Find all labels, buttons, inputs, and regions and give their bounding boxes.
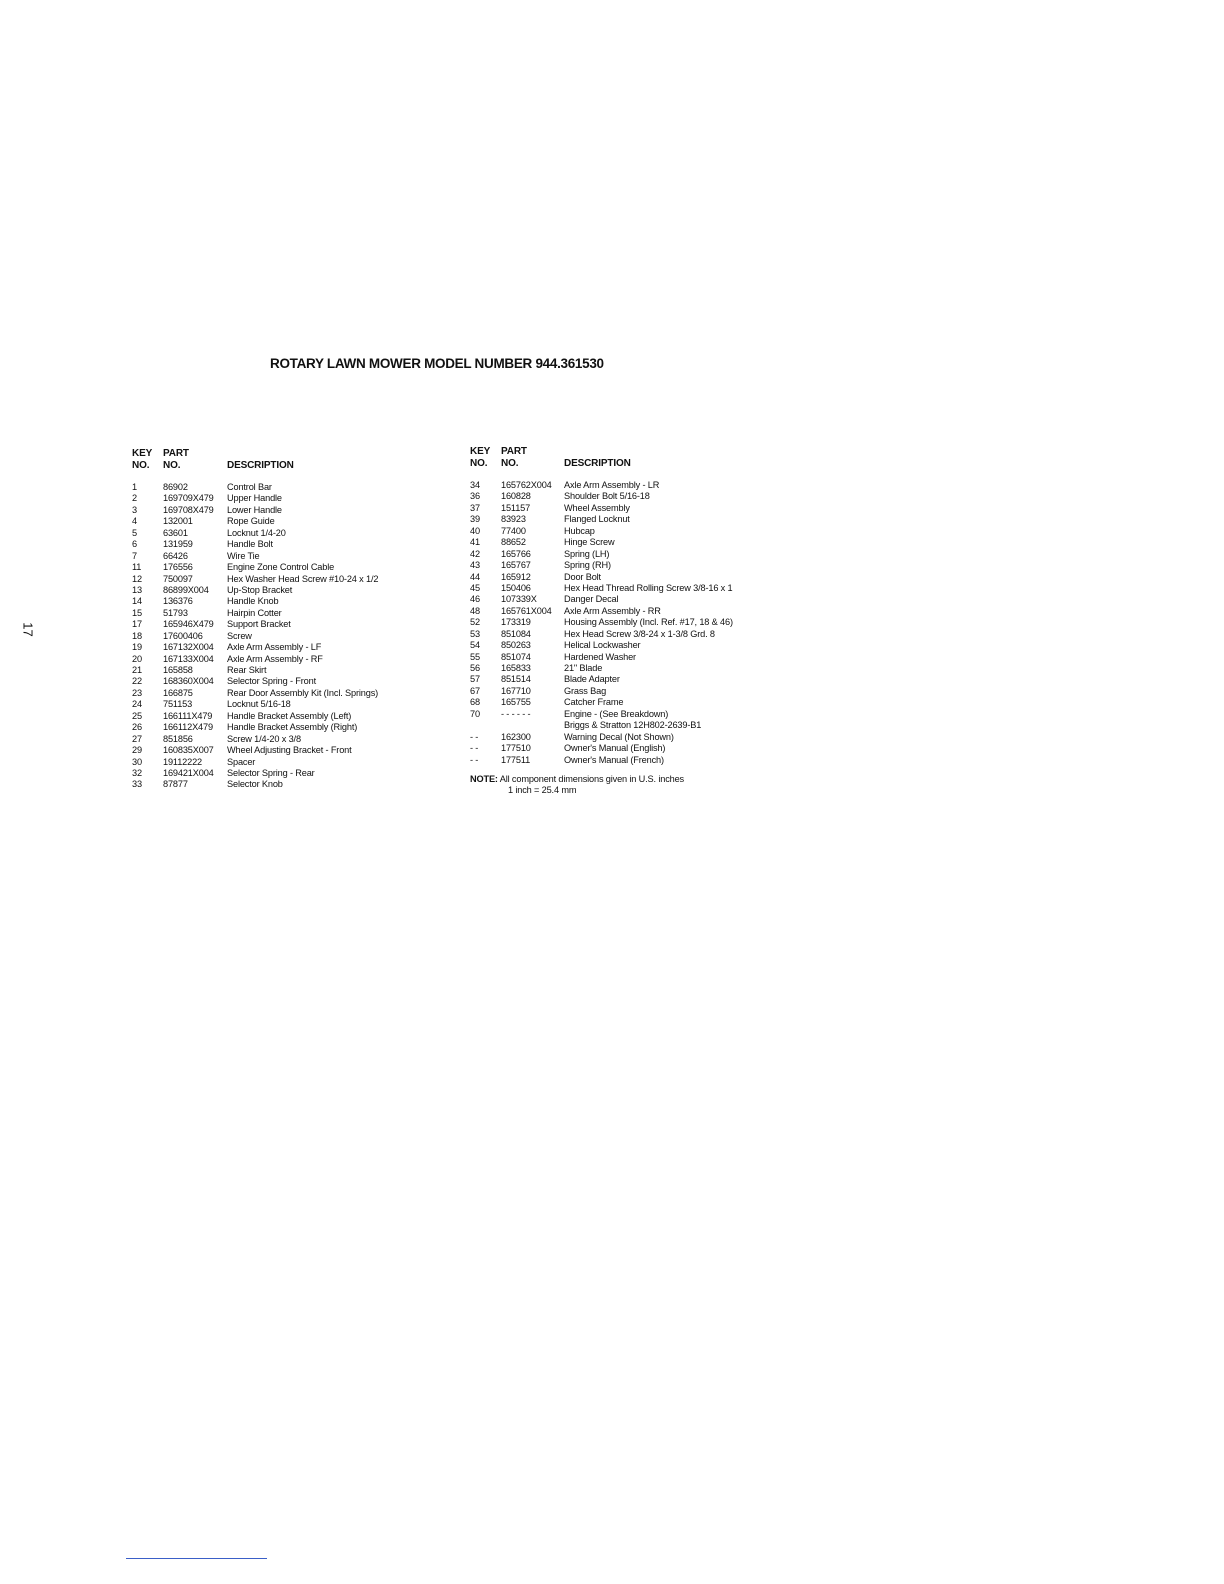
part-header-line2: NO.: [501, 458, 519, 469]
part-number: 851514: [501, 674, 531, 685]
part-description: Blade Adapter: [564, 674, 620, 685]
part-description: Screw 1/4-20 x 3/8: [227, 733, 301, 744]
part-description: Door Bolt: [564, 571, 601, 582]
part-description: Handle Knob: [227, 596, 279, 607]
key-number: 41: [470, 537, 480, 548]
part-description: Rear Skirt: [227, 665, 267, 675]
part-description: Handle Bracket Assembly (Left): [227, 710, 352, 721]
note-label: NOTE:: [470, 773, 498, 784]
key-number: 6: [132, 539, 137, 550]
part-number: 169708X479: [163, 504, 214, 515]
part-description: Selector Spring - Rear: [227, 767, 315, 778]
parts-row: [470, 582, 733, 594]
part-number: 165833: [501, 663, 531, 673]
part-number: 63601: [163, 527, 188, 538]
key-number: 55: [470, 651, 480, 662]
part-number: 77400: [501, 525, 526, 536]
part-description: Hex Head Thread Rolling Screw 3/8-16 x 1: [564, 582, 733, 593]
parts-row: [470, 697, 684, 708]
part-description: Warning Decal (Not Shown): [564, 731, 674, 742]
part-description: Handle Bracket Assembly (Right): [227, 722, 358, 733]
key-number: 56: [470, 663, 480, 673]
part-number: 136376: [163, 596, 193, 607]
key-number: 67: [470, 685, 480, 696]
part-number: 165761X004: [501, 605, 552, 616]
part-description: Rear Door Assembly Kit (Incl. Springs): [227, 687, 379, 698]
parts-row: [470, 606, 684, 617]
part-description: Selector Knob: [227, 779, 283, 790]
part-number: 165755: [501, 697, 531, 708]
part-number: 107339X: [501, 594, 537, 605]
parts-row: [470, 594, 684, 605]
parts-row: [470, 686, 684, 697]
part-description: Control Bar: [227, 482, 272, 492]
part-number: 177510: [501, 743, 531, 754]
part-number: 162300: [501, 731, 531, 742]
part-description: Hairpin Cotter: [227, 607, 282, 618]
key-number: 17: [132, 619, 142, 630]
part-number: 165858: [163, 665, 193, 675]
part-number: 165767: [501, 560, 531, 571]
part-description: Hex Head Screw 3/8-24 x 1-3/8 Grd. 8: [564, 628, 715, 639]
dimension-note: [470, 774, 684, 797]
part-description: Axle Arm Assembly - RR: [564, 605, 661, 616]
part-description: Engine - (See Breakdown): [564, 708, 669, 719]
part-description: Axle Arm Assembly - LR: [564, 480, 660, 490]
key-number: 48: [470, 605, 480, 616]
part-description: Selector Spring - Front: [227, 676, 316, 687]
part-number: 167133X004: [163, 653, 214, 664]
part-description: Engine Zone Control Cable: [227, 562, 335, 573]
part-description: Wheel Assembly: [564, 502, 630, 513]
parts-row: [470, 732, 684, 743]
part-number: 165912: [501, 571, 531, 582]
part-description: Hubcap: [564, 525, 595, 536]
part-description: Grass Bag: [564, 685, 607, 696]
part-number: 173319: [501, 617, 531, 628]
key-number: 53: [470, 628, 480, 639]
part-description: Locknut 1/4-20: [227, 527, 286, 538]
part-number: 169709X479: [163, 493, 214, 504]
key-number: - -: [470, 731, 479, 742]
part-description: Hinge Screw: [564, 537, 615, 548]
part-description: Axle Arm Assembly - LF: [227, 642, 322, 653]
part-number: 66426: [163, 550, 188, 561]
key-number: 33: [132, 779, 142, 790]
part-number: 166875: [163, 687, 193, 698]
part-number: 19112222: [163, 756, 202, 767]
key-number: 1: [132, 482, 137, 492]
part-number: 160828: [501, 491, 531, 502]
part-description: Locknut 5/16-18: [227, 699, 291, 710]
part-description: Danger Decal: [564, 594, 619, 605]
key-number: 32: [132, 767, 142, 778]
parts-row: [470, 480, 684, 491]
part-number: 851084: [501, 628, 531, 639]
part-description: Hex Washer Head Screw #10-24 x 1/2: [227, 573, 379, 584]
key-number: 70: [470, 708, 480, 719]
part-number: 176556: [163, 562, 193, 573]
key-number: 2: [132, 493, 137, 504]
part-description: Handle Bolt: [227, 539, 273, 550]
part-number: 51793: [163, 607, 188, 618]
description-header: DESCRIPTION: [564, 458, 631, 469]
part-description: Housing Assembly (Incl. Ref. #17, 18 & 46): [564, 617, 733, 628]
key-number: 23: [132, 687, 142, 698]
key-number: 15: [132, 607, 142, 618]
part-number: 166112X479: [163, 722, 213, 733]
parts-row: [470, 628, 715, 640]
key-number: 40: [470, 525, 480, 536]
parts-row: [470, 743, 684, 754]
note-line2: 1 inch = 25.4 mm: [508, 785, 577, 796]
key-header-line1: KEY: [470, 446, 491, 457]
key-number: 57: [470, 674, 480, 685]
key-number: 30: [132, 756, 142, 767]
key-number: 34: [470, 480, 480, 490]
part-description: Spacer: [227, 756, 256, 767]
key-header-line2: NO.: [132, 460, 150, 471]
part-number: 151157: [501, 502, 531, 513]
part-description: Hardened Washer: [564, 651, 636, 662]
part-number: 83923: [501, 514, 526, 525]
part-number: - - - - - -: [501, 708, 531, 719]
key-number: 45: [470, 582, 480, 593]
part-number: 131959: [163, 539, 193, 550]
part-description: Owner's Manual (English): [564, 743, 666, 754]
part-description: Spring (RH): [564, 560, 611, 571]
key-header-line1: KEY: [132, 448, 153, 459]
key-number: 19: [132, 642, 142, 653]
part-header-line2: NO.: [163, 460, 181, 471]
part-number: 177511: [501, 754, 531, 765]
key-number: 13: [132, 584, 142, 595]
parts-row: [470, 720, 702, 731]
part-description: Wire Tie: [227, 550, 260, 561]
key-number: 20: [132, 653, 142, 664]
parts-list-right: [470, 446, 733, 797]
parts-row: [470, 526, 684, 537]
key-number: 42: [470, 548, 480, 559]
parts-row: [470, 755, 684, 766]
part-number: 17600406: [163, 630, 203, 641]
part-description: Lower Handle: [227, 504, 282, 515]
key-number: 12: [132, 573, 142, 584]
part-number: 167710: [501, 685, 531, 696]
key-number: 54: [470, 640, 480, 651]
parts-row: [470, 491, 684, 502]
parts-row: [470, 560, 684, 571]
parts-row: [470, 503, 684, 514]
part-number: 165766: [501, 548, 531, 559]
key-number: 24: [132, 699, 142, 710]
part-number: 150406: [501, 582, 531, 593]
part-header-line1: PART: [163, 448, 189, 459]
key-number: 7: [132, 550, 137, 561]
part-number: 169421X004: [163, 767, 214, 778]
key-number: 14: [132, 596, 142, 607]
parts-row: [470, 617, 733, 628]
key-number: 37: [470, 502, 480, 513]
key-number: 29: [132, 745, 142, 756]
part-number: 160835X007: [163, 745, 214, 756]
parts-row: [470, 674, 684, 685]
parts-row: [470, 663, 684, 674]
key-number: 43: [470, 560, 480, 571]
key-number: 36: [470, 491, 480, 502]
key-header-line2: NO.: [470, 458, 488, 469]
parts-row: [470, 537, 684, 548]
key-number: 27: [132, 733, 142, 744]
key-number: 46: [470, 594, 480, 605]
part-number: 132001: [163, 516, 193, 527]
part-description: 21" Blade: [564, 663, 603, 673]
part-number: 850263: [501, 640, 531, 651]
part-number: 168360X004: [163, 676, 214, 687]
part-description: Briggs & Stratton 12H802-2639-B1: [564, 720, 702, 731]
part-description: Up-Stop Bracket: [227, 584, 293, 595]
parts-row: [470, 514, 684, 525]
part-description: Shoulder Bolt 5/16-18: [564, 491, 650, 502]
part-number: 165946X479: [163, 619, 214, 630]
part-number: 167132X004: [163, 642, 214, 653]
key-number: 11: [132, 562, 142, 573]
part-number: 88652: [501, 537, 526, 548]
key-number: 39: [470, 514, 480, 525]
footer-rule: [126, 1558, 267, 1559]
part-number: 166111X479: [163, 710, 213, 721]
part-header-line1: PART: [501, 446, 527, 457]
key-number: 4: [132, 516, 137, 527]
key-number: 5: [132, 527, 137, 538]
key-number: 22: [132, 676, 142, 687]
key-number: - -: [470, 754, 479, 765]
parts-row: [470, 640, 684, 651]
key-number: 25: [132, 710, 142, 721]
part-number: 86902: [163, 482, 188, 492]
part-number: 750097: [163, 573, 193, 584]
parts-row: [470, 709, 684, 720]
part-description: Upper Handle: [227, 493, 282, 504]
parts-row: [470, 549, 684, 560]
page-title: ROTARY LAWN MOWER MODEL NUMBER 944.361530: [270, 356, 604, 371]
key-number: 26: [132, 722, 142, 733]
part-number: 851074: [501, 651, 531, 662]
part-number: 165762X004: [501, 480, 552, 490]
parts-row: [470, 652, 684, 663]
description-header: DESCRIPTION: [227, 460, 294, 471]
part-description: Spring (LH): [564, 548, 610, 559]
part-description: Catcher Frame: [564, 697, 624, 708]
part-number: 87877: [163, 779, 188, 790]
part-description: Wheel Adjusting Bracket - Front: [227, 745, 352, 756]
key-number: 68: [470, 697, 480, 708]
part-description: Rope Guide: [227, 516, 275, 527]
part-description: Helical Lockwasher: [564, 640, 641, 651]
part-number: 86899X004: [163, 584, 209, 595]
key-number: 52: [470, 617, 480, 628]
part-description: Screw: [227, 630, 252, 641]
part-description: Support Bracket: [227, 619, 291, 630]
part-description: Axle Arm Assembly - RF: [227, 653, 323, 664]
key-number: 3: [132, 504, 137, 515]
part-description: Flanged Locknut: [564, 514, 630, 525]
key-number: 44: [470, 571, 480, 582]
parts-row: [470, 572, 684, 583]
key-number: 21: [132, 665, 142, 675]
note-line1: All component dimensions given in U.S. inches: [499, 773, 684, 784]
parts-rows-right: [470, 480, 733, 766]
part-number: 751153: [163, 699, 193, 710]
parts-list-header: [470, 446, 684, 474]
key-number: 18: [132, 630, 142, 641]
key-number: - -: [470, 743, 479, 754]
part-description: Owner's Manual (French): [564, 754, 664, 765]
part-number: 851856: [163, 733, 193, 744]
page-number: 17: [20, 622, 36, 637]
